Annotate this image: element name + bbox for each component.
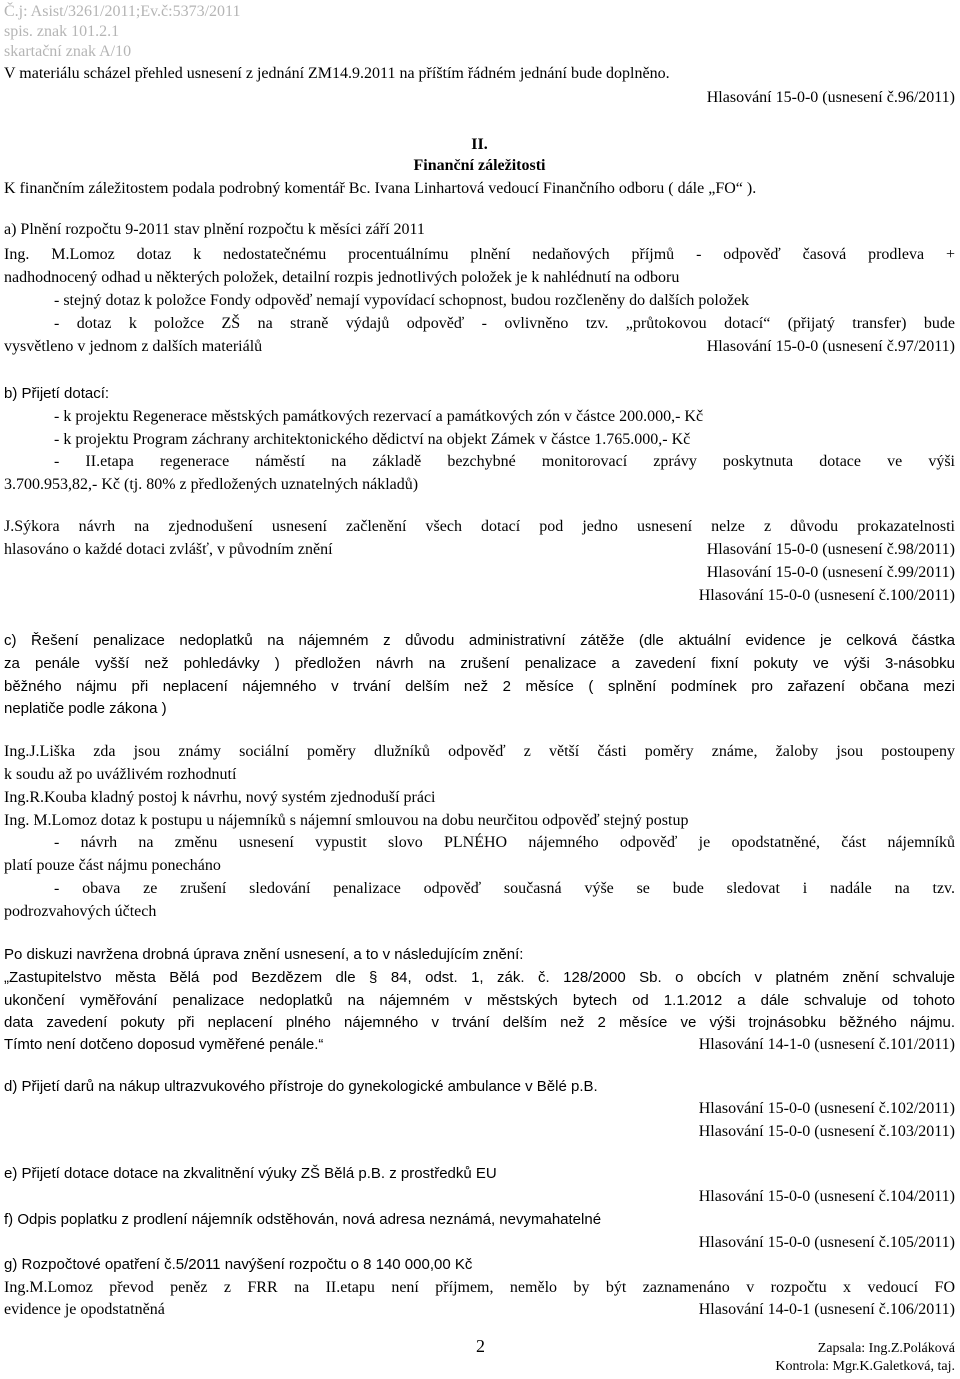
item-a-line: - stejný dotaz k položce Fondy odpověď nemají vypovídací schopnost, budou rozčleněny do dalších položek	[54, 292, 750, 309]
resolution-vote-row	[4, 1035, 955, 1054]
resolution-text: ukončení vyměřování penalizace nedoplatků na nájemném v městských bytech od 1.1.2012 a dále schvaluje od tohoto	[4, 992, 955, 1009]
item-b-heading: b) Přijetí dotací:	[4, 385, 110, 402]
item-g-vote-row	[4, 1300, 955, 1319]
recorder-note: Zapsala: Ing.Z.Poláková	[817, 1341, 955, 1356]
resolution-text: „Zastupitelstvo města Bělá pod Bezdězem dle § 84, odst. 1, zák. č. 128/2000 Sb. o obcích v platném znění schvaluje	[4, 969, 955, 986]
item-b-line: - k projektu Program záchrany architektonického dědictví na objekt Zámek v částce 1.765.000,- Kč	[54, 431, 691, 448]
item-c-line: c) Řešení penalizace nedoplatků na nájemném z důvodu administrativní zátěže (dle aktuální evidence je celková částka	[4, 632, 955, 649]
vote-96: Hlasování 15-0-0 (usnesení č.96/2011)	[706, 89, 955, 106]
lomoz-line: podrozvahových účtech	[4, 903, 157, 920]
lomoz-line: platí pouze část nájmu ponecháno	[4, 857, 221, 874]
vote-97: Hlasování 15-0-0 (usnesení č.97/2011)	[706, 338, 955, 355]
item-b-line: 3.700.953,82,- Kč (tj. 80% z předložených uznatelných nákladů)	[4, 476, 419, 493]
item-c-line: za penále vyšší než pohledávky ) předložen návrh na zrušení penalizace a zavedení fixní pokuty ve výši 3-násobku	[4, 655, 955, 672]
liska-line: k soudu až po uvážlivém rozhodnutí	[4, 766, 237, 783]
item-c-line: neplatiče podle zákona )	[4, 700, 167, 717]
sykora-vote-row	[4, 540, 955, 559]
item-c-line: běžného nájmu při neplacení nájemného v trvání delším než 2 měsíce ( splnění podmínek pro zařazení občana mezi	[4, 678, 955, 695]
section-comment: K finančním záležitostem podala podrobný komentář Bc. Ivana Linhartová vedoucí Finančního odboru ( dále „FO“ ).	[4, 180, 757, 197]
vote-105: Hlasování 15-0-0 (usnesení č.105/2011)	[698, 1234, 955, 1251]
resolution-text: data zavedení pokuty při neplacení plného nájemného v trvání delším než 2 měsíce ve výši trojnásobku běžného nájmu.	[4, 1014, 955, 1031]
item-a-vote-row	[4, 337, 955, 356]
item-b-line: - II.etapa regenerace náměstí na základě bezchybné monitorovací zprávy poskytnuta dotace ve výši	[54, 453, 955, 470]
resolution-text: Tímto není dotčeno doposud vyměřené penále.“	[4, 1036, 324, 1053]
watermark-shred-mark: skartační znak A/10	[4, 43, 132, 60]
section-title: Finanční záležitosti	[413, 157, 546, 174]
intro-text: V materiálu scházel přehled usnesení z jednání ZM14.9.2011 na příštím řádném jednání bude doplněno.	[4, 65, 670, 82]
watermark-ref: Č.j: Asist/3261/2011;Ev.č:5373/2011	[4, 3, 241, 20]
vote-102: Hlasování 15-0-0 (usnesení č.102/2011)	[698, 1100, 955, 1117]
page-number: 2	[476, 1336, 485, 1356]
liska-line: Ing.J.Liška zda jsou známy sociální poměry dlužníků odpověď z větší části poměry známe, žaloby jsou postoupeny	[4, 743, 955, 760]
vote-100: Hlasování 15-0-0 (usnesení č.100/2011)	[698, 587, 955, 604]
sykora-line: hlasováno o každé dotaci zvlášť, v původním znění	[4, 541, 333, 558]
item-b-line: - k projektu Regenerace městských památkových rezervací a památkových zón v částce 200.000,- Kč	[54, 408, 704, 425]
checker-note: Kontrola: Mgr.K.Galetková, taj.	[775, 1359, 955, 1374]
item-e-heading: e) Přijetí dotace dotace na zkvalitnění výuky ZŠ Bělá p.B. z prostředků EU	[4, 1165, 497, 1182]
vote-99: Hlasování 15-0-0 (usnesení č.99/2011)	[706, 564, 955, 581]
section-number: II.	[471, 136, 488, 153]
vote-101: Hlasování 14-1-0 (usnesení č.101/2011)	[698, 1036, 955, 1053]
item-a-line: - dotaz k položce ZŠ na straně výdajů odpověď - ovlivněno tzv. „průtokovou dotací“ (přijatý transfer) bude	[54, 315, 955, 332]
sykora-line: J.Sýkora návrh na zjednodušení usnesení začlenění všech dotací pod jedno usnesení nelze z důvodu prokazatelnosti	[4, 518, 955, 535]
item-f-heading: f) Odpis poplatku z prodlení nájemník odstěhován, nová adresa neznámá, nevymahatelné	[4, 1211, 602, 1228]
item-a-line: vysvětleno v jednom z dalších materiálů	[4, 338, 263, 355]
vote-98: Hlasování 15-0-0 (usnesení č.98/2011)	[706, 541, 955, 558]
lomoz-line: - obava ze zrušení sledování penalizace odpověď současná výše se bude sledovat i nadále na tzv.	[54, 880, 955, 897]
item-d-heading: d) Přijetí darů na nákup ultrazvukového přístroje do gynekologické ambulance v Bělé p.B.	[4, 1078, 598, 1095]
item-a-line: Ing. M.Lomoz dotaz k nedostatečnému procentuálnímu plnění nedaňových příjmů - odpověď časová prodleva +	[4, 246, 955, 263]
watermark-file-mark: spis. znak 101.2.1	[4, 23, 120, 40]
vote-104: Hlasování 15-0-0 (usnesení č.104/2011)	[698, 1188, 955, 1205]
item-g-line: evidence je opodstatněná	[4, 1301, 165, 1318]
lomoz-line: - návrh na změnu usnesení vypustit slovo PLNÉHO nájemného odpověď je opodstatněné, část nájemníků	[54, 834, 955, 851]
discussion-line: Po diskuzi navržena drobná úprava znění usnesení, a to v následujícím znění:	[4, 946, 524, 963]
lomoz-line: Ing. M.Lomoz dotaz k postupu u nájemníků s nájemní smlouvou na dobu neurčitou odpověď stejný postup	[4, 812, 689, 829]
item-a-heading: a) Plnění rozpočtu 9-2011 stav plnění rozpočtu k měsíci září 2011	[4, 221, 425, 238]
item-g-line: Ing.M.Lomoz převod peněz z FRR na II.etapu není příjmem, nemělo by být zaznamenáno v rozpočtu x vedoucí FO	[4, 1279, 955, 1296]
kouba-line: Ing.R.Kouba kladný postoj k návrhu, nový systém zjednoduší práci	[4, 789, 436, 806]
item-a-line: nadhodnocený odhad u některých položek, detailní rozpis jednotlivých položek je k nahlédnutí na odboru	[4, 269, 680, 286]
item-g-heading: g) Rozpočtové opatření č.5/2011 navýšení rozpočtu o 8 140 000,00 Kč	[4, 1256, 473, 1273]
vote-103: Hlasování 15-0-0 (usnesení č.103/2011)	[698, 1123, 955, 1140]
vote-106: Hlasování 14-0-1 (usnesení č.106/2011)	[698, 1301, 955, 1318]
